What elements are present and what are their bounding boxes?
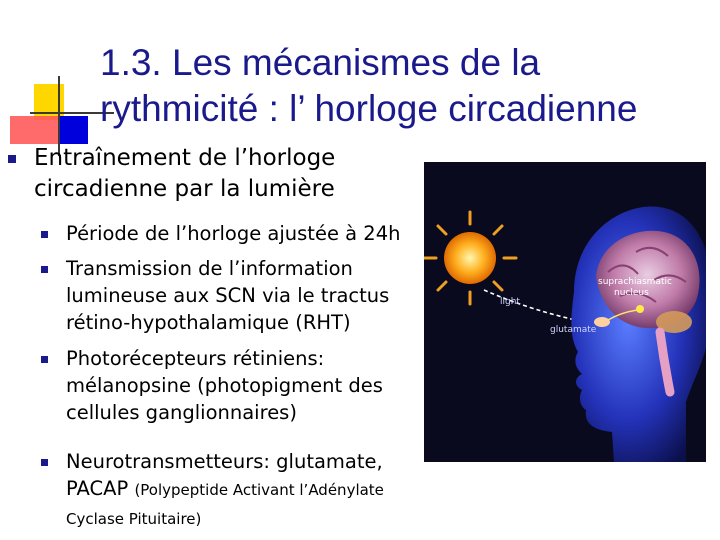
sub-bullet-text: Période de l’horloge ajustée à 24h (66, 222, 401, 245)
main-bullet (34, 143, 414, 205)
sub-bullet (66, 345, 416, 426)
bullet-marker (8, 155, 16, 163)
decor-red-square (10, 116, 58, 144)
scn-marker (636, 305, 644, 313)
main-bullet-line-2: circadienne par la lumière (34, 176, 335, 202)
label-scn-line-1: suprachiasmatic (598, 277, 672, 287)
decor-blue-square (60, 116, 88, 144)
sub-bullet (66, 220, 426, 247)
sub-bullet-text: Transmission de l’information lumineuse aux SCN via le tractus rétino-hypothalamique (RHT) (66, 257, 390, 334)
bullet-marker (41, 266, 48, 273)
bullet-marker (41, 356, 48, 363)
main-bullet-line-1: Entraînement de l’horloge (34, 145, 336, 171)
title-line-2: rythmicité : l’ horloge circadienne (100, 88, 638, 129)
sub-bullet (66, 255, 421, 336)
label-light: light (500, 297, 520, 307)
bullet-marker (41, 231, 48, 238)
sub-bullet-text: Photorécepteurs rétiniens: mélanopsine (photopigment des cellules ganglionnaires) (66, 347, 383, 424)
label-scn-line-2: nucleus (614, 288, 649, 298)
title-line-1: 1.3. Les mécanismes de la (100, 42, 541, 83)
sub-bullet-text: Neurotransmetteurs: glutamate, PACAP (66, 450, 383, 500)
bullet-marker (41, 459, 48, 466)
slide-title (100, 40, 710, 132)
label-glutamate: glutamate (550, 325, 597, 335)
brain-figure-svg (424, 162, 706, 462)
sub-bullet (66, 448, 416, 533)
sub-bullet-note: (Polypeptide Activant l’Adénylate Cyclase Pituitaire) (66, 481, 384, 528)
illustration-brain-light (424, 162, 706, 462)
eye-icon (594, 317, 610, 327)
